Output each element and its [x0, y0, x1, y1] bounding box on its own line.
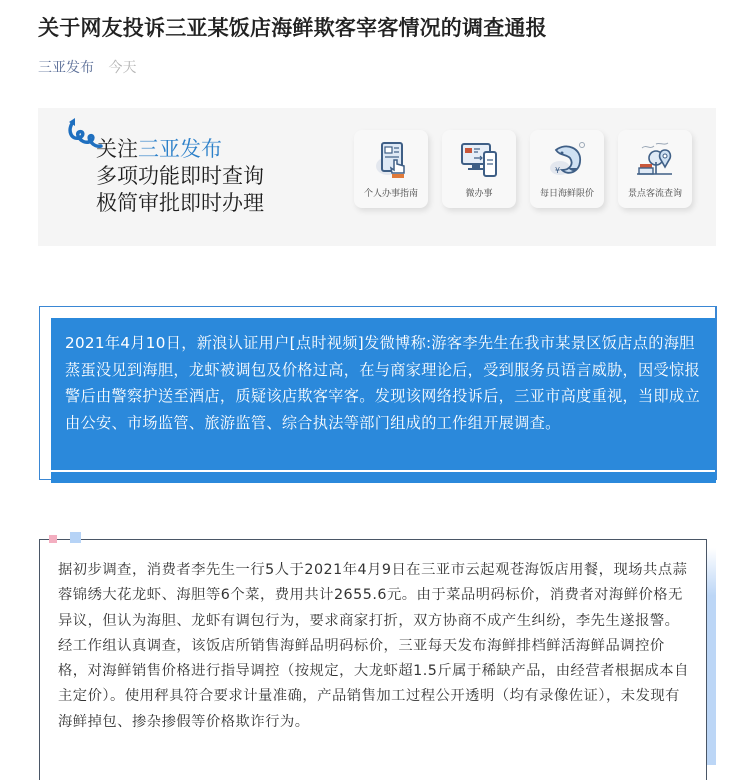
tile-label: 景点客流查询: [627, 189, 682, 199]
tile-seafood-price[interactable]: [530, 130, 604, 208]
author-link[interactable]: 三亚发布: [38, 60, 94, 76]
findings-text: 据初步调查，消费者李先生一行5人于2021年4月9日在三亚市云起观苍海饭店用餐，现场共点蒜蓉锦绣大花龙虾、海胆等6个菜，费用共计2655.6元。由于菜品明码标价，消费者对海鲜价格无异议，但认为海胆、龙虾有调包行为，要求商家打折，双方协商不成产生纠纷，李先生遂报警。经工作组认真调查，该饭店所销售海鲜品明码标价，三亚每天发布海鲜排档鲜活海鲜品调控价格，对海鲜销售价格进行指导调控（按规定，大龙虾超1.5斤属于稀缺产品，由经营者根据成本自主定价）。使用秤具符合要求计量准确，产品销售加工过程公开透明（均有录像佐证），未发现有海鲜掉包、掺杂掺假等价格欺诈行为。: [58, 562, 689, 730]
blue-square-decoration: [70, 532, 81, 543]
svg-text:¥: ¥: [555, 166, 561, 175]
banner-line1-highlight: 三亚发布: [138, 137, 222, 161]
summary-box-strip: [51, 472, 716, 483]
scenic-location-icon: [634, 140, 676, 180]
tablet-hand-icon: [370, 140, 412, 180]
tile-label: 微办事: [465, 189, 493, 199]
banner-line3: 极简审批即时办理: [96, 191, 264, 215]
devices-icon: [458, 140, 500, 180]
tile-micro-service[interactable]: [442, 130, 516, 208]
tile-label: 每日海鲜限价: [539, 189, 594, 199]
banner-line2: 多项功能即时查询: [96, 164, 264, 188]
banner-text: [96, 136, 264, 217]
pink-square-decoration: [49, 535, 57, 543]
summary-box: [51, 318, 716, 470]
tile-scenic-traffic[interactable]: [618, 130, 692, 208]
tile-label: 个人办事指南: [363, 189, 418, 199]
follow-banner[interactable]: [38, 108, 716, 246]
banner-line1-prefix: 关注: [96, 137, 138, 161]
publish-date: 今天: [108, 60, 137, 76]
article-title: 关于网友投诉三亚某饭店海鲜欺客宰客情况的调查通报: [38, 16, 547, 40]
tile-personal-guide[interactable]: [354, 130, 428, 208]
shrimp-price-icon: [546, 140, 588, 180]
summary-text: 2021年4月10日，新浪认证用户[点时视频]发微博称:游客李先生在我市某景区饭店点的海胆蒸蛋没见到海胆，龙虾被调包及价格过高，在与商家理论后，受到服务员语言威胁，因受惊报警后由警察护送至酒店，质疑该店欺客宰客。发现该网络投诉后，三亚市高度重视，当即成立由公安、市场监管、旅游监管、综合执法等部门组成的工作组开展调查。: [65, 334, 700, 432]
service-tiles: [354, 130, 692, 208]
findings-box: [39, 539, 707, 780]
article-meta: [38, 57, 136, 77]
